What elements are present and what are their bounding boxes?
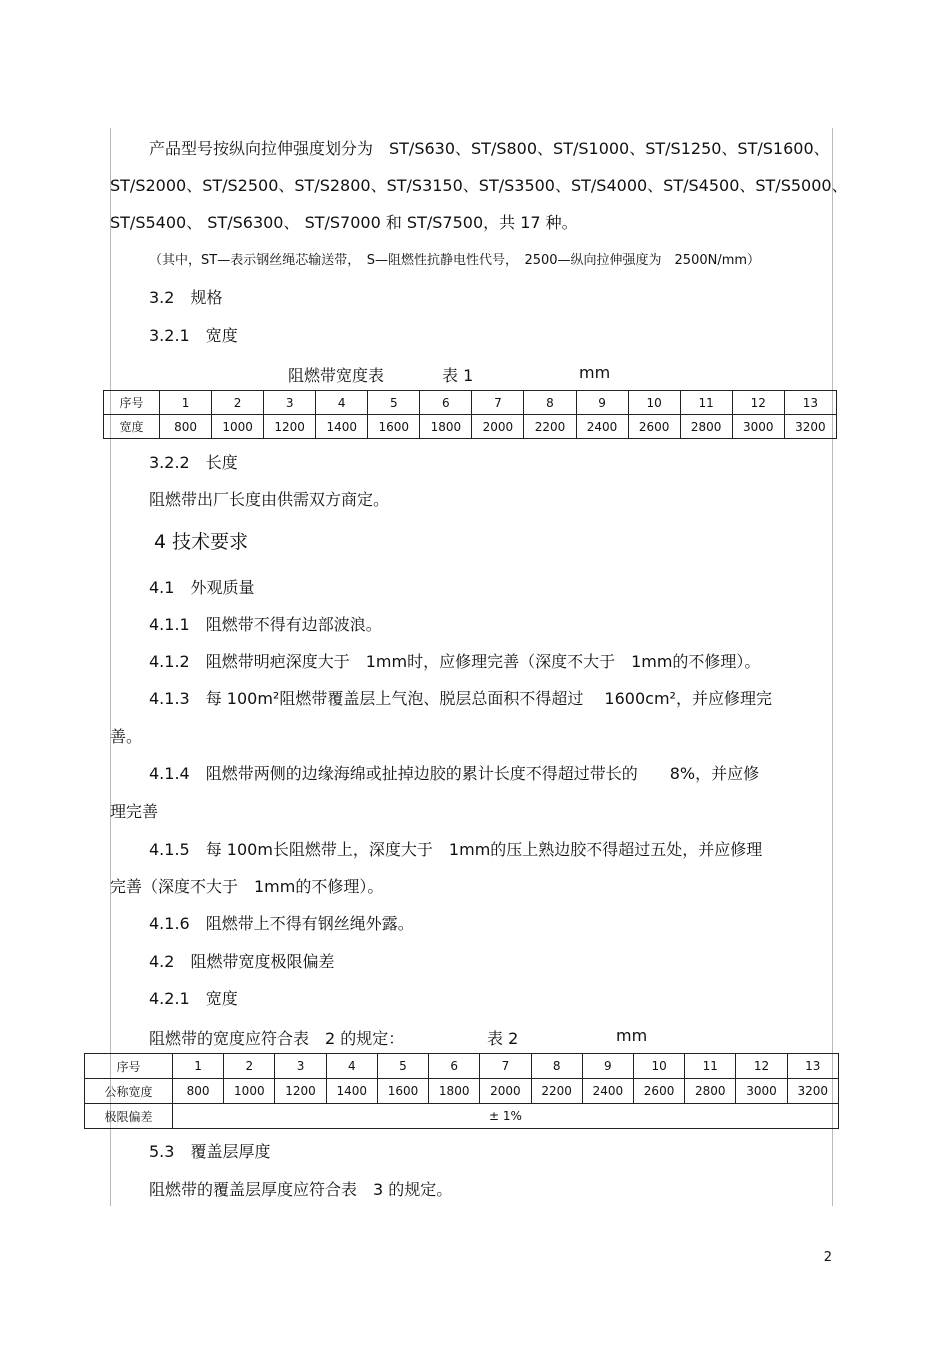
table-cell: 2000: [472, 415, 524, 439]
table-cell: 9: [576, 391, 628, 415]
section-3-2-heading: 3.2 规格: [149, 288, 223, 307]
table-row: [85, 1079, 839, 1104]
section-3-2-2-heading: 3.2.2 长度: [149, 453, 238, 472]
table-cell: 8: [524, 391, 576, 415]
table-cell: 1400: [326, 1079, 377, 1104]
clause-4-1-6: 4.1.6 阻燃带上不得有钢丝绳外露。: [149, 914, 414, 933]
table-cell: 3: [264, 391, 316, 415]
table-cell: 2200: [524, 415, 576, 439]
table-cell: 3000: [732, 415, 784, 439]
code-note: （其中，ST—表示钢丝绳芯输送带， S—阻燃性抗静电性代号， 2500—纵向拉伸强度为 2500N/mm）: [149, 253, 761, 268]
width-table-1: [103, 390, 837, 439]
table-cell: 2000: [480, 1079, 531, 1104]
table-row: [85, 1104, 839, 1129]
clause-4-1-1: 4.1.1 阻燃带不得有边部波浪。: [149, 615, 382, 634]
table-cell: 1600: [377, 1079, 428, 1104]
table-cell: 11: [685, 1054, 736, 1079]
section-4-2-1-heading: 4.2.1 宽度: [149, 989, 238, 1008]
table-cell: 10: [628, 391, 680, 415]
table-cell: 800: [160, 415, 212, 439]
table-cell: 2400: [582, 1079, 633, 1104]
table-cell: 12: [736, 1054, 787, 1079]
clause-4-1-3-line1: 4.1.3 每 100m²阻燃带覆盖层上气泡、脱层总面积不得超过 1600cm²，并应修理完: [149, 689, 772, 708]
table-cell: 1600: [368, 415, 420, 439]
table-cell: 6: [420, 391, 472, 415]
table-cell: 2800: [680, 415, 732, 439]
table-header-cell: 序号: [85, 1054, 173, 1079]
table-cell: 800: [173, 1079, 224, 1104]
table-cell: 1400: [316, 415, 368, 439]
intro-line-2: ST/S2000、ST/S2500、ST/S2800、ST/S3150、ST/S3500、ST/S4000、ST/S4500、ST/S5000、: [110, 176, 848, 195]
table-cell: 1: [160, 391, 212, 415]
section-4-2-heading: 4.2 阻燃带宽度极限偏差: [149, 952, 335, 971]
cover-thickness-paragraph: 阻燃带的覆盖层厚度应符合表 3 的规定。: [149, 1180, 453, 1199]
clause-4-1-3-line2: 善。: [110, 727, 143, 746]
table2-label: 表 2: [487, 1029, 519, 1048]
length-paragraph: 阻燃带出厂长度由供需双方商定。: [149, 490, 390, 509]
table-cell: 1200: [264, 415, 316, 439]
intro-line-1: 产品型号按纵向拉伸强度划分为 ST/S630、ST/S800、ST/S1000、ST/S1250、ST/S1600、: [149, 139, 830, 158]
table1-unit: mm: [579, 363, 611, 382]
table-cell: 1000: [212, 415, 264, 439]
table-cell: 3200: [787, 1079, 838, 1104]
table-cell: 1000: [224, 1079, 275, 1104]
table-cell: 9: [582, 1054, 633, 1079]
table-cell: 8: [531, 1054, 582, 1079]
table-cell: 2600: [628, 415, 680, 439]
table-cell: 2800: [685, 1079, 736, 1104]
table-header-cell: 公称宽度: [85, 1079, 173, 1104]
clause-4-1-4-line2: 理完善: [110, 802, 159, 821]
tolerance-cell: ± 1%: [173, 1104, 839, 1129]
table1-label: 表 1: [442, 366, 474, 385]
left-border-line: [110, 128, 111, 1206]
clause-4-1-4-line1: 4.1.4 阻燃带两侧的边缘海绵或扯掉边胶的累计长度不得超过带长的 8%，并应修: [149, 764, 760, 783]
table-cell: 2: [212, 391, 264, 415]
right-border-line: [832, 128, 833, 1206]
table2-caption: 阻燃带的宽度应符合表 2 的规定：: [149, 1029, 405, 1048]
table-cell: 1800: [420, 415, 472, 439]
table-cell: 10: [633, 1054, 684, 1079]
section-5-3-heading: 5.3 覆盖层厚度: [149, 1142, 271, 1161]
table-header-cell: 极限偏差: [85, 1104, 173, 1129]
table-cell: 1200: [275, 1079, 326, 1104]
table-cell: 6: [429, 1054, 480, 1079]
table-header-cell: 宽度: [104, 415, 160, 439]
page-number: 2: [823, 1250, 832, 1265]
table-cell: 5: [377, 1054, 428, 1079]
table-row: [85, 1054, 839, 1079]
table-cell: 2: [224, 1054, 275, 1079]
table-row: [104, 415, 837, 439]
table2-unit: mm: [616, 1026, 648, 1045]
table-cell: 2200: [531, 1079, 582, 1104]
table-cell: 13: [784, 391, 836, 415]
table-header-cell: 序号: [104, 391, 160, 415]
table-cell: 2600: [633, 1079, 684, 1104]
intro-line-3: ST/S5400、 ST/S6300、 ST/S7000 和 ST/S7500，共 17 种。: [110, 213, 578, 232]
table-row: [104, 391, 837, 415]
table-cell: 3200: [784, 415, 836, 439]
table-cell: 4: [316, 391, 368, 415]
table-cell: 3000: [736, 1079, 787, 1104]
table1-caption: 阻燃带宽度表: [288, 366, 385, 385]
table-cell: 2400: [576, 415, 628, 439]
width-tolerance-table-2: [84, 1053, 839, 1129]
clause-4-1-5-line2: 完善（深度不大于 1mm的不修理）。: [110, 877, 384, 896]
table-cell: 4: [326, 1054, 377, 1079]
table-cell: 7: [480, 1054, 531, 1079]
clause-4-1-2: 4.1.2 阻燃带明疤深度大于 1mm时，应修理完善（深度不大于 1mm的不修理）。: [149, 652, 761, 671]
table-cell: 13: [787, 1054, 838, 1079]
section-4-heading: 4 技术要求: [154, 531, 249, 553]
table-cell: 11: [680, 391, 732, 415]
table-cell: 12: [732, 391, 784, 415]
table-cell: 1800: [429, 1079, 480, 1104]
table-cell: 5: [368, 391, 420, 415]
section-3-2-1-heading: 3.2.1 宽度: [149, 326, 238, 345]
table-cell: 7: [472, 391, 524, 415]
section-4-1-heading: 4.1 外观质量: [149, 578, 255, 597]
table-cell: 3: [275, 1054, 326, 1079]
table-cell: 1: [173, 1054, 224, 1079]
clause-4-1-5-line1: 4.1.5 每 100m长阻燃带上，深度大于 1mm的压上熟边胶不得超过五处，并应修理: [149, 840, 763, 859]
